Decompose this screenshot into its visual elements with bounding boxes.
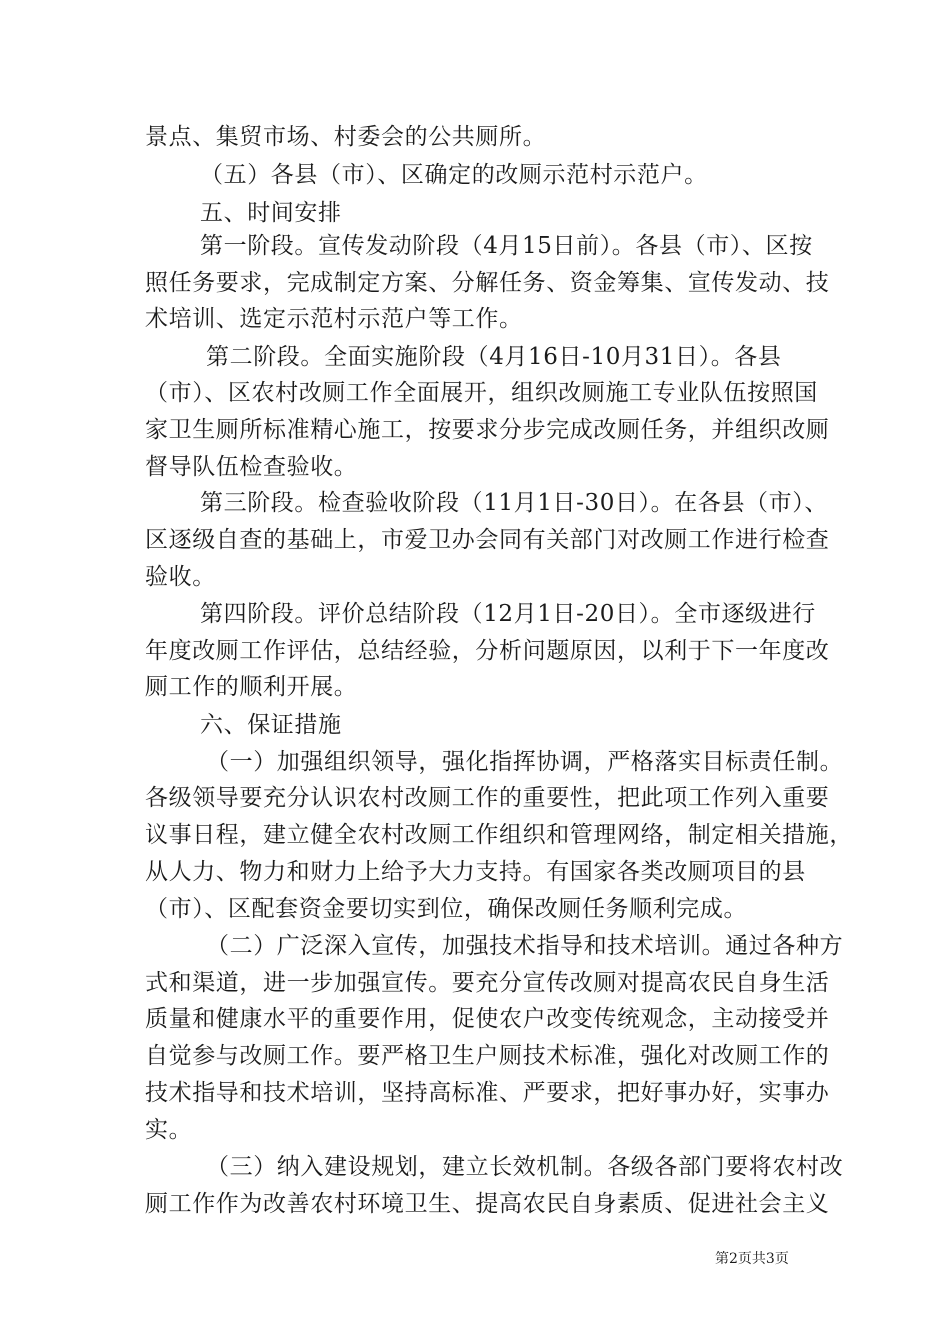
text-line: 技术指导和技术培训，坚持高标准、严要求，把好事办好，实事办 xyxy=(145,1080,830,1106)
text-line: 第三阶段。检查验收阶段（11月1日-30日）。在各县（市）、 xyxy=(200,490,828,516)
text-line: 景点、集贸市场、村委会的公共厕所。 xyxy=(145,124,547,150)
text-line: 式和渠道，进一步加强宣传。要充分宣传改厕对提高农民自身生活 xyxy=(145,970,830,996)
text-line: 督导队伍检查验收。 xyxy=(145,454,358,480)
text-line: 第二阶段。全面实施阶段（4月16日-10月31日）。各县 xyxy=(206,344,782,370)
text-line: （市）、区配套资金要切实到位，确保改厕任务顺利完成。 xyxy=(145,896,748,922)
page-number: 第2页共3页 xyxy=(715,1251,789,1267)
text-line: 第一阶段。宣传发动阶段（4月15日前）。各县（市）、区按 xyxy=(200,233,813,259)
text-line: 照任务要求，完成制定方案、分解任务、资金筹集、宣传发动、技 xyxy=(145,270,830,296)
text-line: 自觉参与改厕工作。要严格卫生户厕技术标准，强化对改厕工作的 xyxy=(145,1043,830,1069)
text-line: 验收。 xyxy=(145,564,216,590)
text-line: 家卫生厕所标准精心施工，按要求分步完成改厕任务，并组织改厕 xyxy=(145,417,830,443)
text-line: 各级领导要充分认识农村改厕工作的重要性，把此项工作列入重要 xyxy=(145,785,830,811)
text-line: （三）纳入建设规划，建立长效机制。各级各部门要将农村改 xyxy=(206,1154,844,1180)
section-heading: 五、时间安排 xyxy=(200,200,342,226)
text-line: （五）各县（市）、区确定的改厕示范村示范户。 xyxy=(200,162,708,188)
text-line: （一）加强组织领导，强化指挥协调，严格落实目标责任制。 xyxy=(206,749,844,775)
text-line: （二）广泛深入宣传，加强技术指导和技术培训。通过各种方 xyxy=(206,933,844,959)
text-line: 第四阶段。评价总结阶段（12月1日-20日）。全市逐级进行 xyxy=(200,601,816,627)
text-line: 议事日程，建立健全农村改厕工作组织和管理网络，制定相关措施， xyxy=(145,822,853,848)
text-line: 区逐级自查的基础上，市爱卫办会同有关部门对改厕工作进行检查 xyxy=(145,527,830,553)
section-heading: 六、保证措施 xyxy=(200,712,342,738)
text-line: 从人力、物力和财力上给予大力支持。有国家各类改厕项目的县 xyxy=(145,859,806,885)
text-line: 术培训、选定示范村示范户等工作。 xyxy=(145,306,523,332)
text-line: 年度改厕工作评估，总结经验，分析问题原因，以利于下一年度改 xyxy=(145,638,830,664)
text-line: 厕工作作为改善农村环境卫生、提高农民自身素质、促进社会主义 xyxy=(145,1191,830,1217)
text-line: 实。 xyxy=(145,1117,193,1143)
text-line: 质量和健康水平的重要作用，促使农户改变传统观念，主动接受并 xyxy=(145,1006,830,1032)
text-line: 厕工作的顺利开展。 xyxy=(145,674,358,700)
text-line: （市）、区农村改厕工作全面展开，组织改厕施工专业队伍按照国 xyxy=(145,380,818,406)
